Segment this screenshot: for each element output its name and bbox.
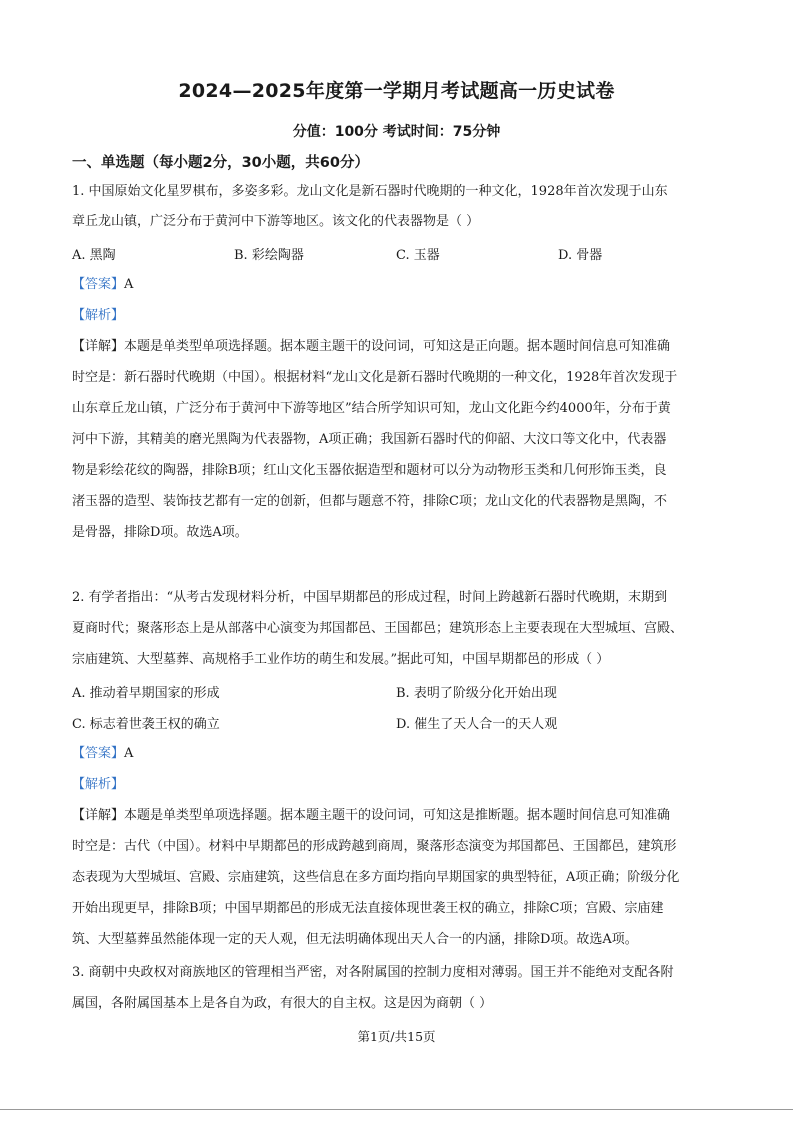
answer-tag: 【答案】 (72, 277, 125, 292)
q1-stem-line: 1. 中国原始文化星罗棋布，多姿多彩。龙山文化是新石器时代晚期的一种文化，1928年首次发现于山东 (72, 184, 668, 199)
q2-detail-line: 【详解】本题是单类型单项选择题。据本题主题干的设问词，可知这是推断题。据本题时间信息可知准确 (72, 808, 671, 823)
q3-stem-line: 3. 商朝中央政权对商族地区的管理相当严密，对各附属国的控制力度相对薄弱。国王并不能绝对支配各附 (72, 965, 674, 980)
answer-value: A (124, 746, 134, 761)
q1-detail-line: 时空是：新石器时代晚期（中国）。根据材料“龙山文化是新石器时代晚期的一种文化，1928年首次发现于 (72, 370, 678, 385)
analysis-tag: 【解析】 (72, 308, 125, 323)
analysis-tag: 【解析】 (72, 777, 125, 792)
q2-detail-line: 筑、大型墓葬虽然能体现一定的天人观，但无法明确体现出天人合一的内涵，排除D项。故选A项。 (72, 932, 638, 947)
page-number: 第1页/共15页 (357, 1029, 436, 1044)
q1-option-a: A. 黑陶 (72, 248, 116, 263)
q1-option-d: D. 骨器 (558, 248, 603, 263)
section-heading: 一、单选题（每小题2分，30小题，共60分） (72, 155, 369, 171)
q1-detail-line: 【详解】本题是单类型单项选择题。据本题主题干的设问词，可知这是正向题。据本题时间信息可知准确 (72, 339, 671, 354)
q1-detail-line: 山东章丘龙山镇，广泛分布于黄河中下游等地区”结合所学知识可知，龙山文化距今约4000年，分布于黄 (72, 401, 671, 416)
q1-answer (72, 276, 732, 294)
answer-tag: 【答案】 (72, 746, 125, 761)
answer-value: A (124, 277, 134, 292)
q1-option-b: B. 彩绘陶器 (234, 248, 304, 263)
q2-stem-line: 宗庙建筑、大型墓葬、高规格手工业作坊的萌生和发展。”据此可知，中国早期都邑的形成（ ） (72, 652, 610, 667)
exam-info: 分值：100分 考试时间：75分钟 (292, 124, 501, 140)
q2-detail-line: 开始出现更早，排除B项；中国早期都邑的形成无法直接体现世袭王权的确立，排除C项；宫殿、宗庙建 (72, 901, 664, 916)
q2-detail-line: 态表现为大型城垣、宫殿、宗庙建筑，这些信息在多方面均指向早期国家的典型特征，A项正确；阶级分化 (72, 870, 680, 885)
q1-analysis (72, 307, 732, 325)
q2-detail-line: 时空是：古代（中国）。材料中早期都邑的形成跨越到商周，聚落形态演变为邦国都邑、王国都邑，建筑形 (72, 839, 677, 854)
q2-answer (72, 745, 732, 763)
q3-stem-line: 属国，各附属国基本上是各自为政，有很大的自主权。这是因为商朝（ ） (72, 996, 493, 1011)
q2-stem-line: 夏商时代；聚落形态上是从部落中心演变为邦国都邑、王国都邑；建筑形态上主要表现在大型城垣、宫殿、 (72, 621, 684, 636)
q2-option-a: A. 推动着早期国家的形成 (72, 686, 220, 701)
q1-detail-line: 物是彩绘花纹的陶器，排除B项；红山文化玉器依据造型和题材可以分为动物形玉类和几何形饰玉类，良 (72, 463, 667, 478)
page-title: 2024—2025年度第一学期月考试题高一历史试卷 (178, 80, 615, 102)
bottom-divider (0, 1109, 793, 1110)
q1-detail-line: 渚玉器的造型、装饰技艺都有一定的创新，但都与题意不符，排除C项；龙山文化的代表器物是黑陶，不 (72, 494, 667, 509)
q2-option-d: D. 催生了天人合一的天人观 (396, 717, 558, 732)
q2-option-b: B. 表明了阶级分化开始出现 (396, 686, 557, 701)
q1-detail-line: 河中下游，其精美的磨光黑陶为代表器物，A项正确；我国新石器时代的仰韶、大汶口等文化中，代表器 (72, 432, 667, 447)
q1-detail-line: 是骨器，排除D项。故选A项。 (72, 525, 248, 540)
q2-option-c: C. 标志着世袭王权的确立 (72, 717, 220, 732)
q2-stem-line: 2. 有学者指出：“从考古发现材料分析，中国早期都邑的形成过程，时间上跨越新石器时代晚期，末期到 (72, 590, 668, 605)
q2-analysis (72, 776, 732, 794)
q1-stem-line: 章丘龙山镇，广泛分布于黄河中下游等地区。该文化的代表器物是（ ） (72, 214, 480, 229)
q1-option-c: C. 玉器 (396, 248, 440, 263)
